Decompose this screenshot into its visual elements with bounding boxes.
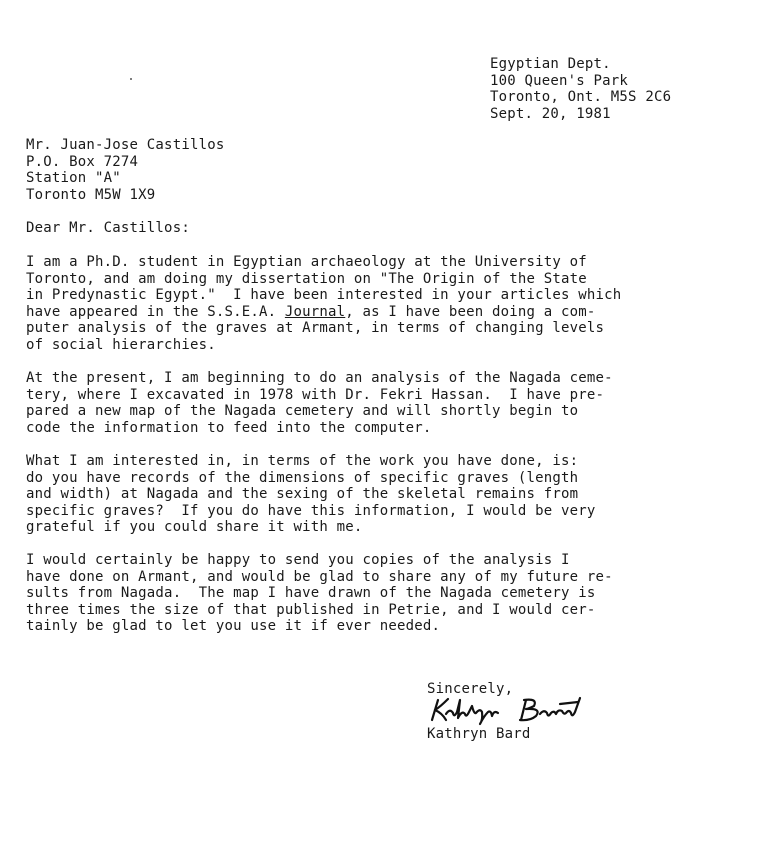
printed-name: Kathryn Bard [427,726,531,742]
body-line: and width) at Nagada and the sexing of the skeletal remains from [26,486,579,503]
body-paragraph-2 [26,370,613,436]
body-line: Toronto, and am doing my dissertation on "The Origin of the State [26,270,587,287]
letter-date: Sept. 20, 1981 [490,105,611,122]
body-line: What I am interested in, in terms of the work you have done, is: [26,453,579,469]
body-paragraph-3 [26,453,596,536]
handwritten-signature [428,694,588,726]
closing: Sincerely, [427,681,514,697]
body-paragraph-1 [26,254,621,354]
body-line: three times the size of that published in Petrie, and I would cer- [26,601,596,618]
salutation: Dear Mr. Castillos: [26,220,190,236]
journal-title: Journal [284,303,346,320]
body-line: tainly be glad to let you use it if ever needed. [26,618,441,635]
paper-speck [130,78,132,80]
body-line: in Predynastic Egypt." I have been interested in your articles which [26,287,622,304]
recipient-address [26,137,224,203]
body-line [26,304,621,321]
body-line: At the present, I am beginning to do an analysis of the Nagada ceme- [26,370,613,386]
body-line-segment: have appeared in the S.S.E.A. [26,303,285,320]
body-line: grateful if you could share it with me. [26,519,363,536]
body-line: tery, where I excavated in 1978 with Dr. Fekri Hassan. I have pre- [26,386,605,403]
recipient-address-line: P.O. Box 7274 [26,153,139,170]
return-address-line: 100 Queen's Park [490,72,629,89]
return-address [490,56,671,122]
body-paragraph-4 [26,552,613,635]
return-address-line: Egyptian Dept. [490,56,611,72]
recipient-address-line: Toronto M5W 1X9 [26,186,156,203]
recipient-address-line: Mr. Juan-Jose Castillos [26,137,225,153]
body-line-segment: , as I have been doing a com- [345,303,596,320]
recipient-address-line: Station "A" [26,170,121,187]
body-line: pared a new map of the Nagada cemetery and will shortly begin to [26,403,579,420]
body-line: I am a Ph.D. student in Egyptian archaeology at the University of [26,254,587,270]
body-line: code the information to feed into the computer. [26,419,432,436]
body-line: puter analysis of the graves at Armant, in terms of changing levels [26,320,605,337]
body-line: do you have records of the dimensions of specific graves (length [26,469,579,486]
body-line: I would certainly be happy to send you copies of the analysis I [26,552,570,568]
body-line: have done on Armant, and would be glad to share any of my future re- [26,568,613,585]
body-line: sults from Nagada. The map I have drawn of the Nagada cemetery is [26,585,596,602]
body-line: specific graves? If you do have this information, I would be very [26,502,596,519]
body-line: of social hierarchies. [26,336,216,353]
return-address-line: Toronto, Ont. M5S 2C6 [490,89,672,106]
